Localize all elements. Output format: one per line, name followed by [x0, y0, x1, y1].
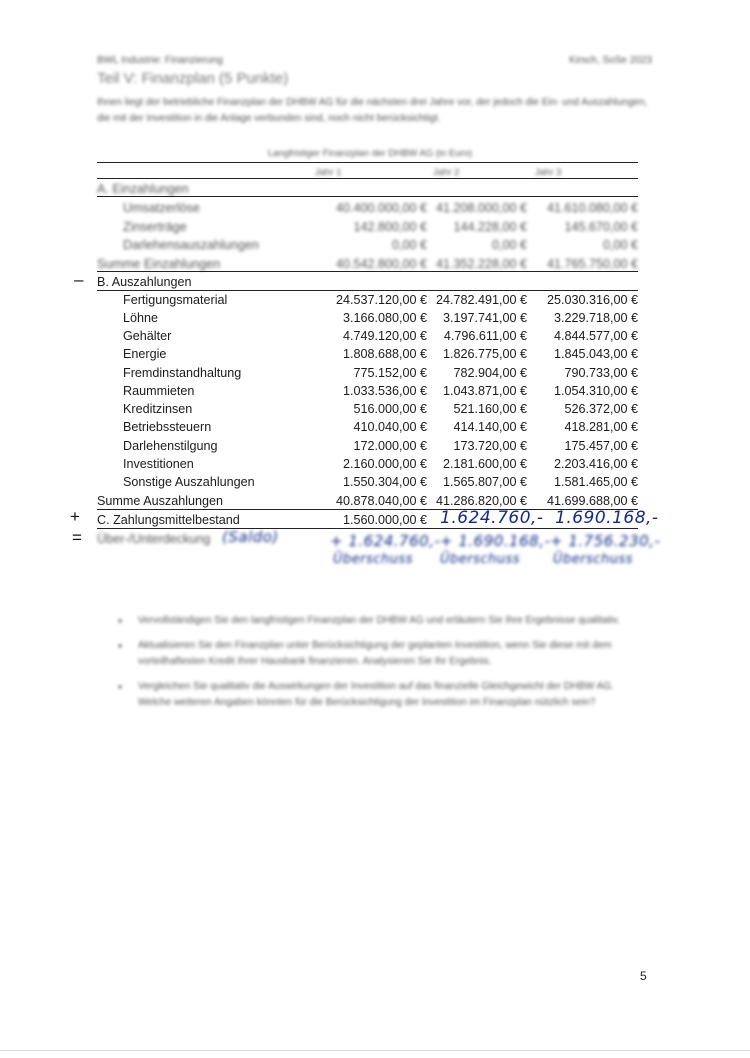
auszahlungen-heading: B. Auszahlungen — [97, 275, 192, 289]
sum-einzahlungen-row: Summe Einzahlungen 40.542.800,00 € 41.352.228,00 € 41.765.750,00 € — [97, 257, 638, 271]
year-header-1: Jahr 1 — [315, 167, 342, 178]
table-row: Darlehenstilgung 172.000,00 € 173.720,00 € 175.457,00 € — [123, 439, 638, 453]
page-edge — [0, 1050, 750, 1051]
handwritten-ueberschuss-1: Überschuss — [333, 552, 414, 567]
table-top-rule — [97, 162, 638, 163]
page-number: 5 — [640, 969, 647, 983]
sum-auszahlungen-row: Summe Auszahlungen 40.878.040,00 € 41.286.820,00 € 41.699.688,00 € — [97, 494, 638, 508]
handwritten-saldo-note: (Saldo) — [222, 528, 279, 546]
einzahlungen-sum-rule — [97, 271, 638, 272]
margin-minus-mark: – — [74, 270, 84, 289]
author-header: Kirsch, SoSe 2023 — [569, 55, 652, 66]
section-intro: Ihnen liegt der betriebliche Finanzplan der DHBW AG für die nächsten drei Jahre vor, der jedoch die Ein- und Auszahlungen, die mit der Investition in die Anlage verbunden sind, noch nicht berücksichtigt. — [97, 97, 648, 124]
table-row: Gehälter 4.749.120,00 € 4.796.611,00 € 4.844.577,00 € — [123, 329, 638, 343]
einzahlungen-heading: A. Einzahlungen — [97, 182, 189, 196]
einzahlungen-rule — [97, 196, 638, 197]
table-row: Betriebssteuern 410.040,00 € 414.140,00 € 418.281,00 € — [123, 420, 638, 434]
margin-plus-mark: + — [70, 507, 80, 526]
table-row: Löhne 3.166.080,00 € 3.197.741,00 € 3.229.718,00 € — [123, 311, 638, 325]
table-row: Raummieten 1.033.536,00 € 1.043.871,00 € 1.054.310,00 € — [123, 384, 638, 398]
course-header: BWL Industrie: Finanzierung — [97, 55, 223, 66]
handwritten-bestand-year3: 1.690.168,- — [555, 508, 659, 528]
bestand-rule — [97, 528, 638, 529]
handwritten-ueberschuss-3: Überschuss — [553, 552, 634, 567]
year-header-3: Jahr 3 — [535, 167, 562, 178]
handwritten-saldo-year2: + 1.690.168,- — [440, 532, 551, 550]
table-row: Energie 1.808.688,00 € 1.826.775,00 € 1.845.043,00 € — [123, 347, 638, 361]
table-row: Umsatzerlöse 40.400.000,00 € 41.208.000,00 € 41.610.080,00 € — [123, 201, 638, 215]
handwritten-saldo-year3: + 1.756.230,- — [550, 532, 661, 550]
task-item: • Vervollständigen Sie den langfristigen Finanzplan der DHBW AG und erläutern Sie Ihre Ergebnisse qualitativ. — [118, 613, 643, 629]
table-caption: Langfristiger Finanzplan der DHBW AG (in Euro) — [267, 148, 473, 159]
task-item: • Vergleichen Sie qualitativ die Auswirkungen der Investition auf das finanzielle Gleichgewicht der DHBW AG. Welche weiteren Angaben könnten für die Berücksichtigung der Investition im Finanzplan nützlich sein? — [118, 679, 643, 711]
table-row: Sonstige Auszahlungen 1.550.304,00 € 1.565.807,00 € 1.581.465,00 € — [123, 475, 638, 489]
table-row: Zinserträge 142.800,00 € 144.228,00 € 145.670,00 € — [123, 220, 638, 234]
auszahlungen-heading-row — [97, 273, 638, 291]
margin-equals-mark: = — [72, 528, 82, 547]
section-title: Teil V: Finanzplan (5 Punkte) — [97, 70, 289, 87]
task-item: • Aktualisieren Sie den Finanzplan unter Berücksichtigung der geplanten Investition, wenn Sie diese mit dem vorteilhaftesten Kredit Ihrer Hausbank finanzieren. Analysieren Sie Ihr Ergebnis. — [118, 638, 643, 670]
handwritten-saldo-year1: + 1.624.760,- — [330, 532, 441, 550]
handwritten-bestand-year2: 1.624.760,- — [440, 508, 544, 528]
year-header-2: Jahr 2 — [433, 167, 460, 178]
handwritten-ueberschuss-2: Überschuss — [440, 552, 521, 567]
table-row: Darlehensauszahlungen 0,00 € 0,00 € 0,00 € — [123, 238, 638, 252]
ueberdeckung-row: Über-/Unterdeckung — [97, 532, 211, 546]
bestand-row: C. Zahlungsmittelbestand 1.560.000,00 € — [97, 513, 427, 527]
table-row: Fertigungsmaterial 24.537.120,00 € 24.782.491,00 € 25.030.316,00 € — [123, 293, 638, 307]
year-header-rule — [97, 178, 638, 179]
table-row: Kreditzinsen 516.000,00 € 521.160,00 € 526.372,00 € — [123, 402, 638, 416]
task-list — [118, 613, 643, 720]
table-row: Investitionen 2.160.000,00 € 2.181.600,00 € 2.203.416,00 € — [123, 457, 638, 471]
table-row: Fremdinstandhaltung 775.152,00 € 782.904,00 € 790.733,00 € — [123, 366, 638, 380]
